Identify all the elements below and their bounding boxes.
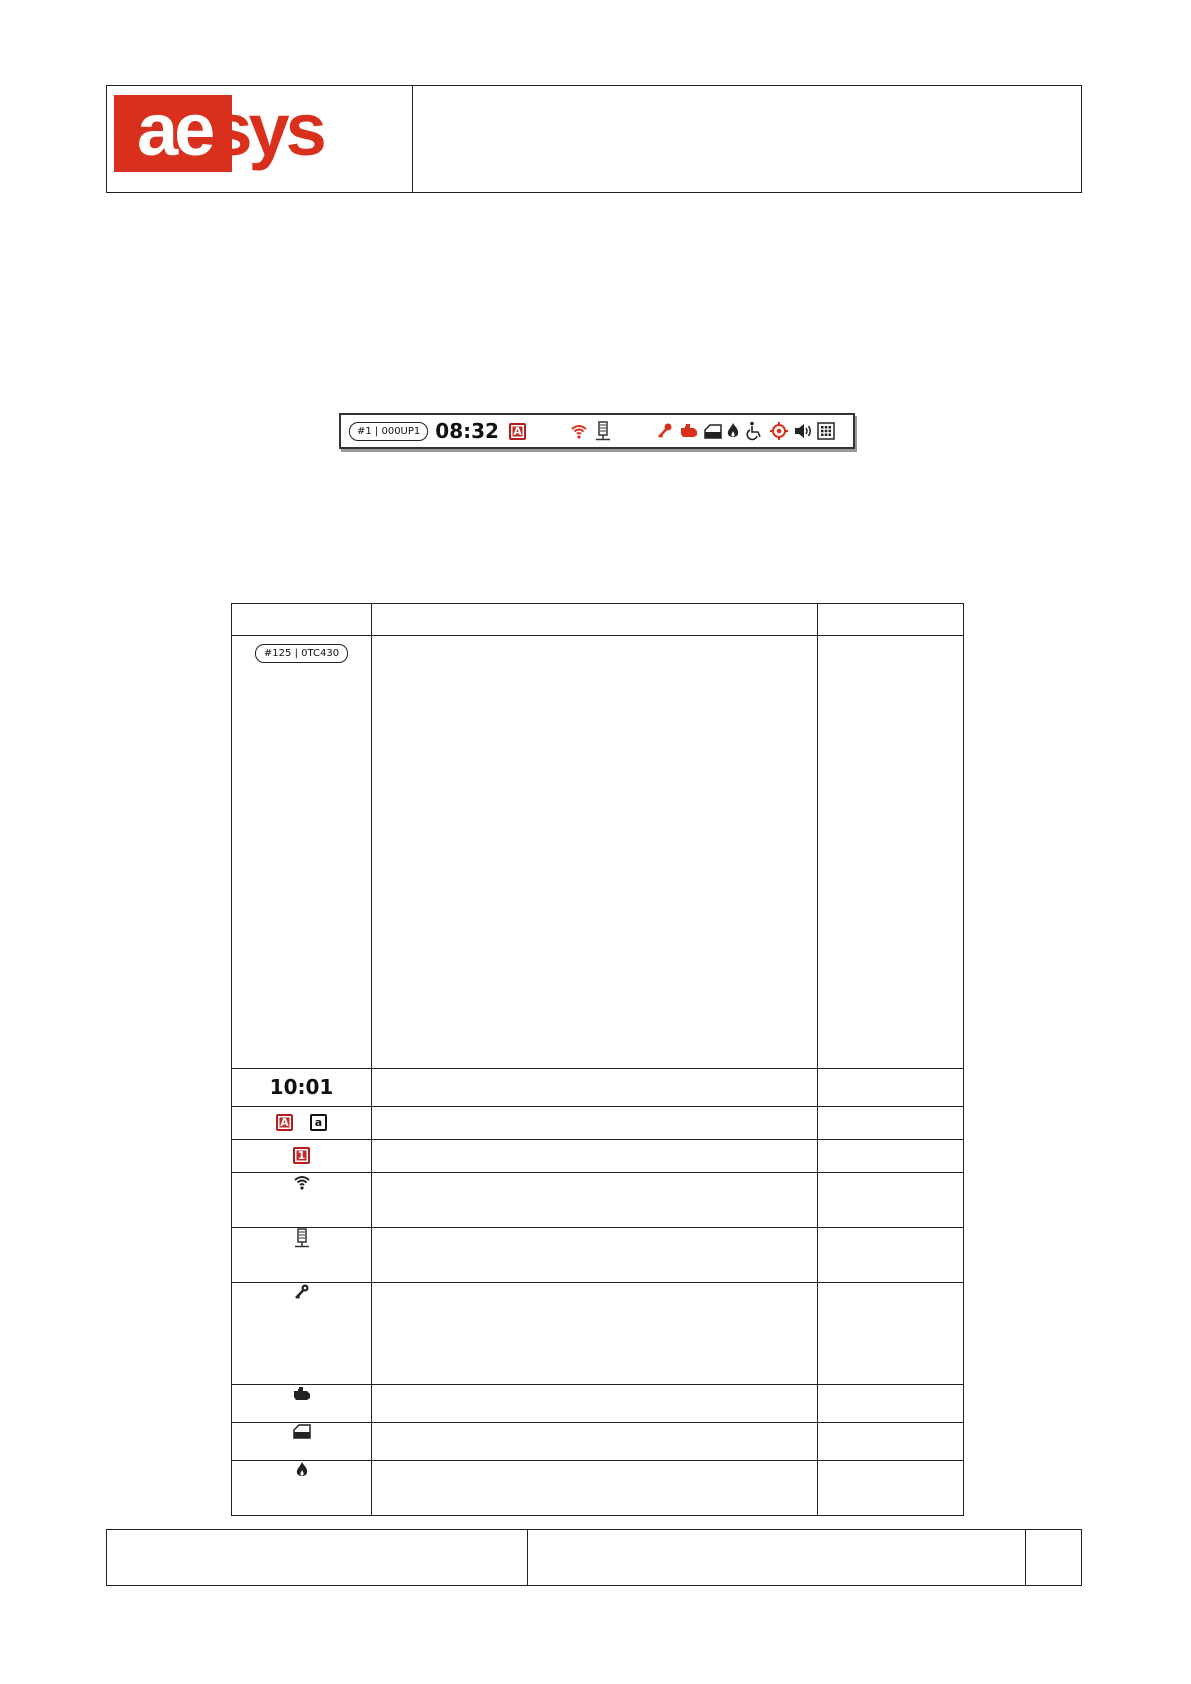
- notes-cell: [818, 1461, 964, 1516]
- header-cell: [372, 604, 818, 636]
- icon-cell: [232, 1228, 372, 1283]
- table-row: [232, 1283, 964, 1385]
- door-icon: [704, 423, 722, 439]
- description-cell: [372, 1107, 818, 1140]
- notes-cell: [818, 1107, 964, 1140]
- icon-cell: [232, 1385, 372, 1423]
- document-footer: [106, 1529, 1082, 1586]
- table-row: [232, 1173, 964, 1228]
- table-row: [232, 1423, 964, 1461]
- footer-cell-page: [1026, 1530, 1081, 1585]
- clock-display: 08:32: [435, 419, 499, 443]
- description-cell: [372, 1069, 818, 1107]
- notes-cell: [818, 1385, 964, 1423]
- notes-cell: [818, 636, 964, 1069]
- engine-icon: [678, 422, 700, 440]
- description-cell: [372, 1228, 818, 1283]
- wifi-icon: [570, 422, 588, 440]
- table-row: [232, 1107, 964, 1140]
- mode-letter-badge: A: [509, 423, 526, 440]
- logo-text-sys: sys: [211, 88, 323, 171]
- vehicle-id-pill: #1 | 000UP1: [349, 422, 428, 441]
- fire-icon: [295, 1461, 309, 1479]
- logo-cell: [107, 86, 413, 192]
- icon-cell: [232, 1069, 372, 1107]
- document-header: [106, 85, 1082, 193]
- table-row: [232, 1228, 964, 1283]
- wheelchair-icon: [746, 421, 764, 441]
- table-row: [232, 1385, 964, 1423]
- gps-target-icon: [770, 422, 788, 440]
- key-icon: [656, 422, 674, 440]
- notes-cell: [818, 1423, 964, 1461]
- speaker-icon: [793, 422, 813, 440]
- icon-cell: [232, 636, 372, 1069]
- description-cell: [372, 1173, 818, 1228]
- notes-cell: [818, 1173, 964, 1228]
- description-cell: [372, 1140, 818, 1173]
- vehicle-id-pill: #125 | 0TC430: [255, 644, 348, 663]
- key-icon: [293, 1283, 311, 1301]
- pole-icon: [293, 1228, 311, 1248]
- pole-icon: [594, 421, 612, 441]
- icon-cell: [232, 1423, 372, 1461]
- logo-text-ae: ae: [137, 88, 212, 171]
- mode-letter-badge-lower: a: [310, 1114, 327, 1131]
- header-cell: [818, 604, 964, 636]
- footer-cell-left: [107, 1530, 528, 1585]
- description-cell: [372, 636, 818, 1069]
- icon-cell: [232, 1107, 372, 1140]
- table-row: [232, 636, 964, 1069]
- icon-legend-table: [231, 603, 964, 1516]
- engine-icon: [291, 1385, 313, 1403]
- header-title-cell: [413, 86, 1081, 192]
- notes-cell: [818, 1140, 964, 1173]
- clock-display: 10:01: [269, 1075, 334, 1099]
- table-header-row: [232, 604, 964, 636]
- table-row: [232, 1069, 964, 1107]
- description-cell: [372, 1423, 818, 1461]
- notes-cell: [818, 1069, 964, 1107]
- aesys-logo: [137, 80, 323, 180]
- description-cell: [372, 1385, 818, 1423]
- icon-cell: [232, 1461, 372, 1516]
- fire-icon: [726, 422, 740, 440]
- table-row: [232, 1140, 964, 1173]
- door-icon: [293, 1423, 311, 1439]
- mode-letter-badge-upper: A: [276, 1114, 293, 1131]
- wifi-icon: [293, 1173, 311, 1191]
- numbered-box-badge: 1: [293, 1147, 310, 1164]
- notes-cell: [818, 1283, 964, 1385]
- description-cell: [372, 1461, 818, 1516]
- notes-cell: [818, 1228, 964, 1283]
- table-row: [232, 1461, 964, 1516]
- header-cell: [232, 604, 372, 636]
- icon-cell: [232, 1173, 372, 1228]
- status-bar-example: [339, 413, 855, 449]
- icon-cell: [232, 1283, 372, 1385]
- keypad-icon: [817, 422, 835, 440]
- description-cell: [372, 1283, 818, 1385]
- icon-cell: [232, 1140, 372, 1173]
- footer-cell-middle: [528, 1530, 1026, 1585]
